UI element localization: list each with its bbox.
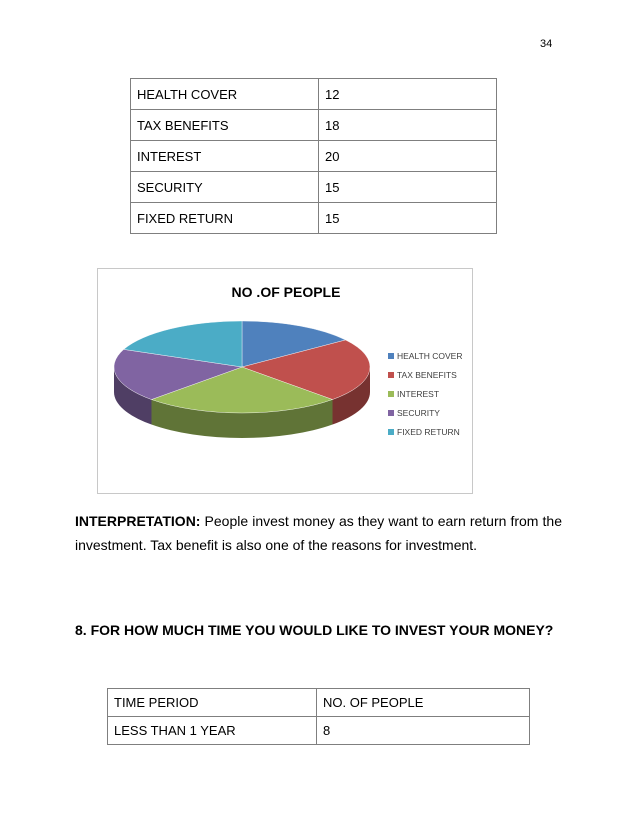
table-row	[131, 141, 497, 172]
table-row	[131, 203, 497, 234]
table-row	[108, 717, 530, 745]
table-cell-label: SECURITY	[131, 172, 319, 203]
legend-swatch-security	[388, 410, 394, 416]
pie-slices	[114, 321, 370, 413]
table-cell-value: 15	[319, 203, 497, 234]
table-row	[131, 172, 497, 203]
legend-label-fixed-return: FIXED RETURN	[397, 427, 460, 437]
interpretation-text: People invest money as they want to earn return from the investment. Tax benefit is also one of the reasons for investment.	[75, 513, 562, 553]
interpretation-paragraph	[75, 509, 562, 557]
legend-label-interest: INTEREST	[397, 389, 440, 399]
question-heading: 8. FOR HOW MUCH TIME YOU WOULD LIKE TO INVEST YOUR MONEY?	[75, 622, 554, 638]
legend-label-health-cover: HEALTH COVER	[397, 351, 463, 361]
chart-legend	[388, 351, 463, 437]
table-cell-value: 20	[319, 141, 497, 172]
legend-swatch-interest	[388, 391, 394, 397]
reasons-table	[130, 78, 497, 234]
legend-swatch-tax-benefits	[388, 372, 394, 378]
table-cell-value: 12	[319, 79, 497, 110]
table-cell-value: 8	[317, 717, 530, 745]
page-number: 34	[540, 38, 553, 50]
table-row	[131, 79, 497, 110]
legend-label-tax-benefits: TAX BENEFITS	[397, 370, 457, 380]
table-cell-label: LESS THAN 1 YEAR	[108, 717, 317, 745]
pie-chart-canvas	[98, 269, 474, 495]
table-cell-label: HEALTH COVER	[131, 79, 319, 110]
table-cell-value: 15	[319, 172, 497, 203]
table-cell-label: FIXED RETURN	[131, 203, 319, 234]
table-cell-value: 18	[319, 110, 497, 141]
interpretation-label: INTERPRETATION:	[75, 513, 201, 529]
chart-title: NO .OF PEOPLE	[231, 284, 341, 300]
pie-chart	[97, 268, 473, 494]
table-header-row	[108, 689, 530, 717]
legend-swatch-health-cover	[388, 353, 394, 359]
time-period-table	[107, 688, 530, 745]
table-header-cell: NO. OF PEOPLE	[317, 689, 530, 717]
table-row	[131, 110, 497, 141]
table-cell-label: INTEREST	[131, 141, 319, 172]
table-header-cell: TIME PERIOD	[108, 689, 317, 717]
legend-swatch-fixed-return	[388, 429, 394, 435]
legend-label-security: SECURITY	[397, 408, 440, 418]
table-cell-label: TAX BENEFITS	[131, 110, 319, 141]
